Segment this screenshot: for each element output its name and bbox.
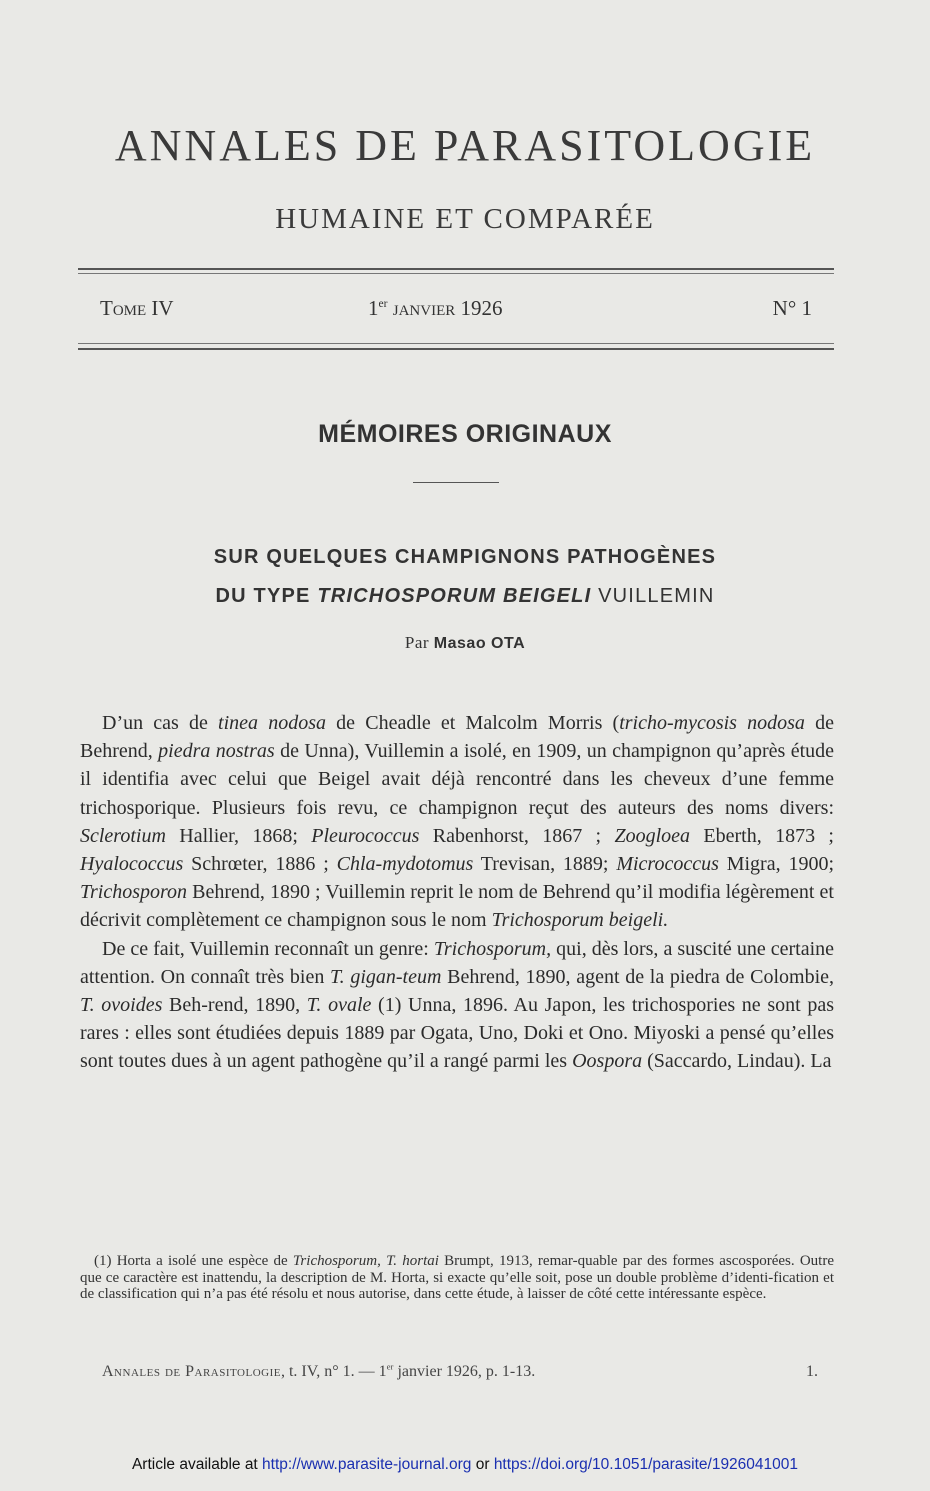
footnote-text: (1) Horta a isolé une espèce de Trichosporum, T. hortai Brumpt, 1913, remar-quable par des formes ascosporées. Outre que ce caractère est inattendu, la description de M. Horta, si exacte qu’elle soit, pose un double problème d’identi-fication et de classification qui n’a pas été résolu et nous autorise, dans cette étude, à laisser de côté cette intéressante espèce. (80, 1253, 835, 1302)
issue-volume: Tome IV (100, 296, 174, 320)
author-name: Masao OTA (433, 635, 526, 652)
journal-title: ANNALES DE PARASITOLOGIE (114, 121, 816, 170)
citation-journal: Annales de Parasitologie (102, 1363, 281, 1380)
body-paragraph: De ce fait, Vuillemin reconnaît un genre: Trichosporum, qui, dès lors, a suscité une certaine attention. On connaît très bien T. gigan-teum Behrend, 1890, agent de la piedra de Colombie, T. ovoides Beh-rend, 1890, T. ovale (1) Unna, 1896. Au Japon, les trichospories ne sont pas rares : elles sont étudiées depuis 1889 par Ogata, Uno, Doki et Ono. Miyoski a pensé qu’elles sont toutes dues à un agent pathogène qu’il a rangé parmi les Oospora (Saccardo, Lindau). La (80, 937, 835, 1073)
article-body (80, 709, 834, 1076)
article-title-line1: SUR QUELQUES CHAMPIGNONS PATHOGÈNES (213, 546, 717, 568)
issue-number: N° 1 (772, 296, 812, 320)
header-rule-top-thin (78, 273, 834, 274)
header-rule-bottom-thin (78, 343, 834, 344)
article-title (0, 538, 930, 616)
issue-date: 1er janvier 1926 (368, 296, 503, 320)
journal-subtitle: HUMAINE ET COMPARÉE (275, 203, 655, 235)
section-divider (413, 482, 499, 483)
issue-line (0, 296, 930, 326)
article-title-line2: DU TYPE TRICHOSPORUM BEIGELI VUILLEMIN (215, 585, 715, 607)
availability-notice: Article available at http://www.parasite-journal.org or https://doi.org/10.1051/parasite/1926041001 (131, 1456, 799, 1473)
section-heading: MÉMOIRES ORIGINAUX (318, 420, 612, 448)
header-rule-bottom (78, 348, 834, 350)
body-paragraph: D’un cas de tinea nodosa de Cheadle et Malcolm Morris (tricho-mycosis nodosa de Behrend, piedra nostras de Unna), Vuillemin a isolé, en 1909, un champignon qu’après étude il identifia avec celui que Beigel avait déjà rencontré dans les cheveux d’une femme trichosporique. Plusieurs fois revu, ce champignon reçut des auteurs des noms divers: Sclerotium Hallier, 1868; Pleurococcus Rabenhorst, 1867 ; Zoogloea Eberth, 1873 ; Hyalococcus Schrœter, 1886 ; Chla-mydotomus Trevisan, 1889; Micrococcus Migra, 1900; Trichosporon Behrend, 1890 ; Vuillemin reprit le nom de Behrend qu’il modifia légèrement et décrivit complètement ce champignon sous le nom Trichosporum beigeli. (80, 712, 834, 932)
byline: Par Masao OTA (404, 633, 526, 652)
doi-link[interactable]: https://doi.org/10.1051/parasite/1926041001 (493, 1456, 799, 1473)
page-number: 1. (806, 1363, 818, 1380)
footnote (80, 1253, 834, 1303)
header-rule-top (78, 268, 834, 270)
running-footer: Annales de Parasitologie, t. IV, n° 1. — 1er janvier 1926, p. 1-13. 1. (102, 1361, 818, 1380)
journal-link[interactable]: http://www.parasite-journal.org (262, 1456, 472, 1473)
